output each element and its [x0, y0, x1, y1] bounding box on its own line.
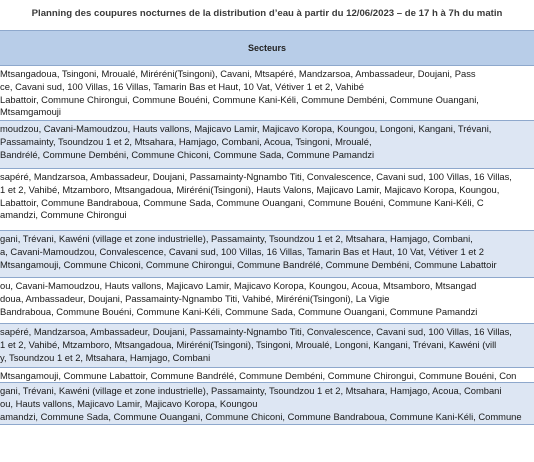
table-row	[0, 169, 534, 231]
sector-line: ou, Hauts vallons, Majicavo Lamir, Majicavo Koropa, Koungou	[0, 397, 258, 409]
page-title: Planning des coupures nocturnes de la distribution d’eau à partir du 12/06/2023 – de 17 h à 7h du matin	[31, 8, 503, 19]
table-row	[0, 368, 534, 383]
sector-line: sapéré, Mandzarsoa, Ambassadeur, Doujani, Passamainty-Ngnambo Titi, Convalescence, Cavani sud, 100 Villas, 16 Villas,	[0, 326, 512, 337]
table-row	[0, 121, 534, 169]
sector-line: Labattoir, Commune Bandraboua, Commune Sada, Commune Ouangani, Commune Bouéni, Commune Kani-Kéli, C	[0, 196, 484, 208]
sector-line: amandzi, Commune Sada, Commune Ouangani, Commune Chiconi, Commune Bandraboua, Commune Kani-Kéli, Commune	[0, 410, 522, 422]
table-row	[0, 231, 534, 278]
table-row	[0, 66, 534, 121]
sector-line: amandzi, Commune Chirongui	[0, 209, 127, 221]
sector-line: gani, Trévani, Kawéni (village et zone industrielle), Passamainty, Tsoundzou 1 et 2, Mtsahara, Hamjago, Combani,	[0, 233, 473, 244]
sector-line: Mtsangadoua, Tsingoni, Mroualé, Miréréni(Tsingoni), Cavani, Mtsapéré, Mandzarsoa, Ambassadeur, Doujani, Pass	[0, 68, 476, 79]
sector-line: 1 et 2, Vahibé, Mtzamboro, Mtsangadoua, Miréréni(Tsingoni), Hauts Valons, Majicavo Lamir, Majicavo Koropa, Koungou,	[0, 183, 500, 195]
table-row	[0, 278, 534, 324]
sector-line: Mtsamgamouji	[0, 106, 61, 118]
sector-line: 1 et 2, Vahibé, Mtzamboro, Mtsangadoua, Miréréni(Tsingoni), Tsingoni, Mroualé, Longoni, Kangani, Trévani, Kawéni (vill	[0, 338, 497, 350]
sector-line: ce, Cavani sud, 100 Villas, 16 Villas, Tamarin Bas et Haut, 10 Vat, Vétiver 1 et 2, Vahibé	[0, 80, 364, 92]
sector-line: doua, Ambassadeur, Doujani, Passamainty-Ngnambo Titi, Vahibé, Miréréni(Tsingoni), La Vigie	[0, 292, 390, 304]
sector-line: sapéré, Mandzarsoa, Ambassadeur, Doujani, Passamainty-Ngnambo Titi, Convalescence, Cavani sud, 100 Villas, 16 Villas,	[0, 171, 512, 182]
sector-line: moudzou, Cavani-Mamoudzou, Hauts vallons, Majicavo Lamir, Majicavo Koropa, Koungou, Longoni, Kangani, Trévani,	[0, 123, 492, 134]
sector-line: Mtsangamouji, Commune Chiconi, Commune Chirongui, Commune Bandrélé, Commune Dembéni, Commune Labattoir	[0, 258, 497, 270]
sector-line: Mtsangamouji, Commune Labattoir, Commune Bandrélé, Commune Dembéni, Commune Chirongui, Commune Bouéni, Con	[0, 370, 517, 381]
sector-line: gani, Trévani, Kawéni (village et zone industrielle), Passamainty, Tsoundzou 1 et 2, Mtsahara, Hamjago, Acoua, Combani	[0, 385, 502, 396]
table-row	[0, 324, 534, 368]
water-cut-schedule-table	[0, 30, 534, 425]
table-row	[0, 383, 534, 425]
sector-line: Passamainty, Tsoundzou 1 et 2, Mtsahara, Hamjago, Combani, Acoua, Tsingoni, Mroualé,	[0, 135, 372, 147]
sector-line: Bandraboua, Commune Bouéni, Commune Kani-Kéli, Commune Sada, Commune Ouangani, Commune Pamandzi	[0, 305, 478, 317]
sector-line: y, Tsoundzou 1 et 2, Mtsahara, Hamjago, Combani	[0, 351, 211, 363]
sector-line: Bandrélé, Commune Dembéni, Commune Chiconi, Commune Sada, Commune Pamandzi	[0, 148, 375, 160]
table-body	[0, 66, 534, 425]
sector-line: Labattoir, Commune Chirongui, Commune Bouéni, Commune Kani-Kéli, Commune Dembéni, Commune Ouangani,	[0, 93, 479, 105]
table-header-secteurs: Secteurs	[0, 30, 534, 66]
sector-line: ou, Cavani-Mamoudzou, Hauts vallons, Majicavo Lamir, Majicavo Koropa, Koungou, Acoua, Mtsamboro, Mtsangad	[0, 280, 477, 291]
sector-line: a, Cavani-Mamoudzou, Convalescence, Cavani sud, 100 Villas, 16 Villas, Tamarin Bas et Haut, 10 Vat, Vétiver 1 et 2	[0, 245, 484, 257]
